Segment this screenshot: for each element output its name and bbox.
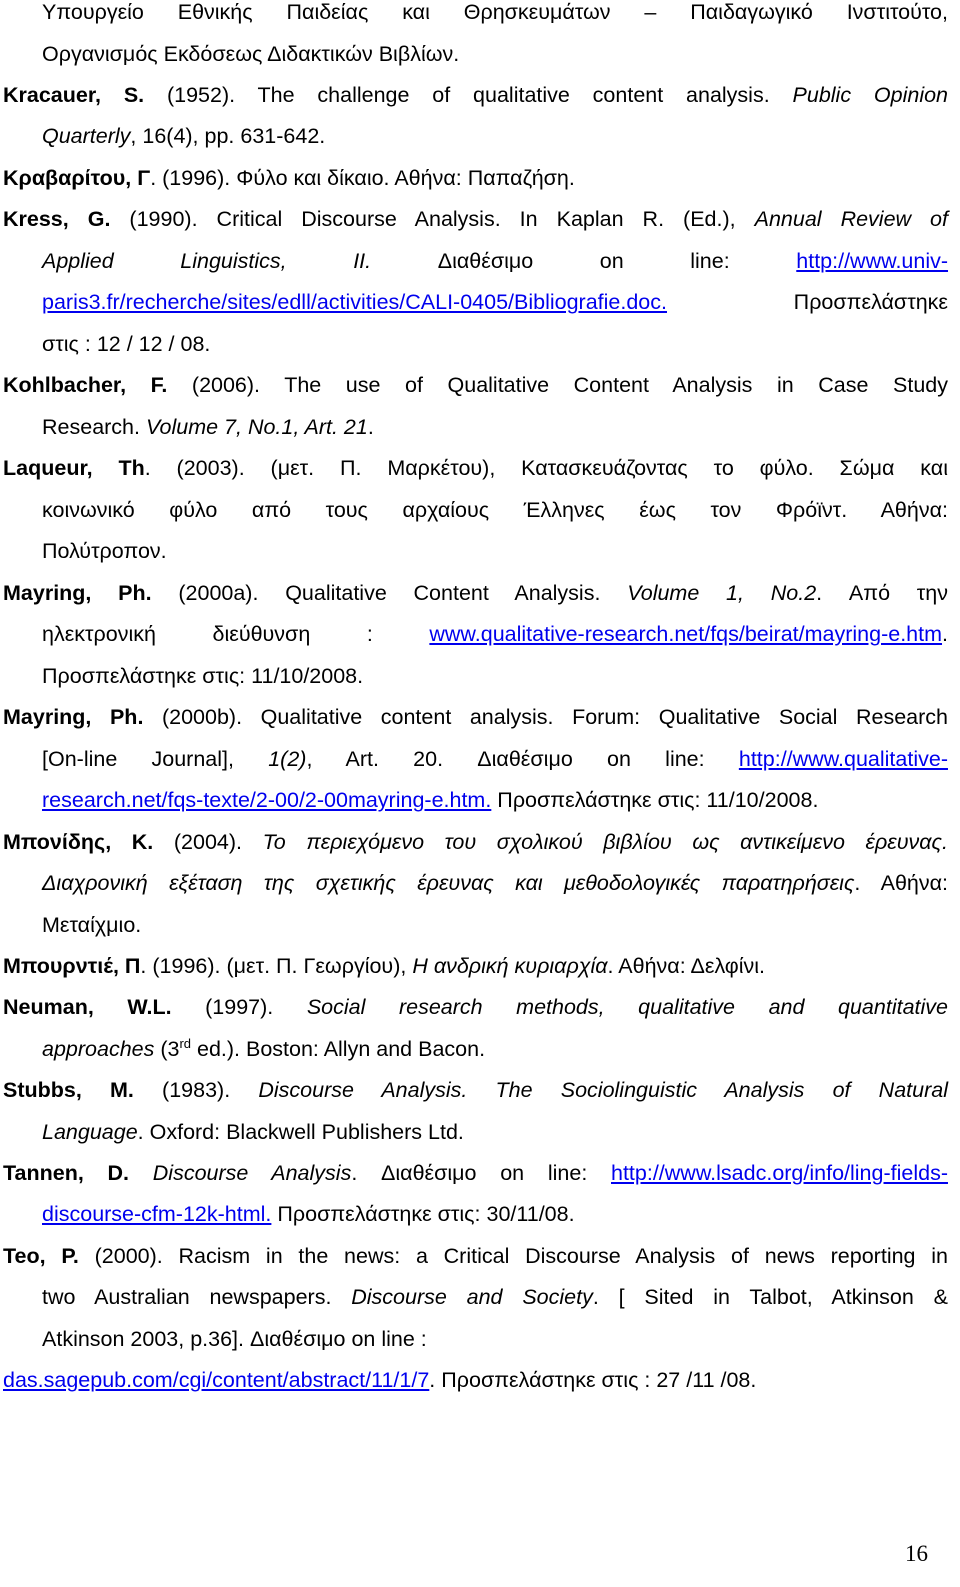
reference-line [3,986,948,1028]
reference-text: Atkinson 2003, p.36]. Διαθέσιμο on line : [42,1327,427,1351]
reference-text: (1952). The challenge of qualitative content analysis. [144,83,793,107]
reference-text: Υπουργείο Εθνικής Παιδείας και Θρησκευμάτων – Παιδαγωγικό Ινστιτούτο, [42,0,948,24]
reference-line [3,1028,948,1070]
author-name: Teo, P. [3,1244,79,1268]
reference-line [3,738,948,780]
reference-line [3,33,948,75]
italic-title: Social research methods, qualitative and quantitative [306,995,948,1019]
reference-link[interactable]: www.qualitative-research.net/fqs/beirat/mayring-e.htm [429,622,943,646]
author-name: Stubbs, M. [3,1078,134,1102]
author-name: Κραβαρίτου, Γ [3,166,151,190]
reference-text: (1997). [171,995,307,1019]
reference-line [3,0,948,33]
reference-text: κοινωνικό φύλο από τους αρχαίους Έλληνες έως τον Φρόϊντ. Αθήνα: [42,498,948,522]
reference-text: Προσπελάστηκε στις: 30/11/08. [271,1202,575,1226]
reference-text: . [367,415,374,439]
author-name: Laqueur, Th [3,456,145,480]
italic-title: Το περιεχόμενο του σχολικού βιβλίου ως αντικείμενο έρευνας. [262,830,948,854]
italic-title: 1(2) [268,747,307,771]
reference-text: στις : 12 / 12 / 08. [42,332,211,356]
reference-text: . [ Sited in Talbot, Atkinson & [592,1285,948,1309]
reference-text: . Oxford: Blackwell Publishers Ltd. [137,1120,464,1144]
reference-text: . Προσπελάστηκε στις : 27 /11 /08. [429,1368,757,1392]
reference-text: . (1996). (μετ. Π. Γεωργίου), [140,954,413,978]
reference-text: two Australian newspapers. [42,1285,352,1309]
reference-text: , Art. 20. Διαθέσιμο on line: [306,747,739,771]
reference-text: Οργανισμός Εκδόσεως Διδακτικών Βιβλίων. [42,42,460,66]
italic-title: Volume 1, No.2 [627,581,817,605]
reference-line [3,904,948,946]
page-number: 16 [905,1541,928,1566]
reference-link[interactable]: http://www.univ- [796,249,949,273]
reference-line [3,364,948,406]
reference-text: . (2003). (μετ. Π. Μαρκέτου), Κατασκευάζοντας το φύλο. Σώμα και [144,456,948,480]
author-name: Μπουρντιέ, Π [3,954,141,978]
reference-line [3,821,948,863]
italic-title: Annual Review of [754,207,948,231]
reference-text: Προσπελάστηκε στις: 11/10/2008. [42,664,364,688]
reference-text: (1990). Critical Discourse Analysis. In Kaplan R. (Ed.), [110,207,755,231]
reference-line [3,696,948,738]
reference-line [3,530,948,572]
author-name: Kress, G. [3,207,111,231]
author-name: Mayring, Ph. [3,705,144,729]
reference-text: Προσπελάστηκε στις: 11/10/2008. [491,788,819,812]
reference-link[interactable]: paris3.fr/recherche/sites/edll/activities/CALI-0405/Bibliografie.doc. [42,290,667,314]
reference-text: Research. [42,415,146,439]
reference-text: , 16(4), pp. 631-642. [130,124,326,148]
reference-text: . Από την [816,581,948,605]
author-name: Mayring, Ph. [3,581,152,605]
reference-text: . Αθήνα: Δελφίνι. [607,954,766,978]
reference-line [3,323,948,365]
reference-text: . (1996). Φύλο και δίκαιο. Αθήνα: Παπαζήση. [150,166,575,190]
reference-text [129,1161,153,1185]
reference-line [3,157,948,199]
italic-title: Volume 7, No.1, Art. 21 [145,415,368,439]
reference-line [3,1276,948,1318]
italic-title: Language [42,1120,138,1144]
reference-line [3,1111,948,1153]
reference-text: . Διαθέσιμο on line: [351,1161,611,1185]
reference-line [3,1235,948,1277]
reference-text: (1983). [133,1078,259,1102]
reference-text: (2006). The use of Qualitative Content Analysis in Case Study [167,373,948,397]
reference-link[interactable]: discourse-cfm-12k-html. [42,1202,272,1226]
reference-link[interactable]: http://www.qualitative- [738,747,948,771]
reference-text: Διαθέσιμο on line: [371,249,797,273]
author-name: Kracauer, S. [3,83,145,107]
reference-text: Μεταίχμιο. [42,913,142,937]
reference-line [3,198,948,240]
reference-text: ηλεκτρονική διεύθυνση : [42,622,430,646]
reference-text: (2004). [153,830,263,854]
reference-line [3,115,948,157]
italic-title: Διαχρονική εξέταση της σχετικής έρευνας και μεθοδολογικές παρατηρήσεις [42,871,855,895]
reference-text: (2000a). Qualitative Content Analysis. [151,581,628,605]
reference-line [3,862,948,904]
reference-line [3,1069,948,1111]
italic-title: Quarterly [42,124,131,148]
italic-title: Applied Linguistics, II. [42,249,372,273]
author-name: Kohlbacher, F. [3,373,168,397]
reference-line [3,281,948,323]
italic-title: Discourse and Society [351,1285,593,1309]
reference-line [3,613,948,655]
reference-line [3,74,948,116]
reference-text: (2000b). Qualitative content analysis. Forum: Qualitative Social Research [143,705,948,729]
reference-line [3,572,948,614]
italic-title: Discourse Analysis. The Sociolinguistic Analysis of Natural [258,1078,948,1102]
reference-line [3,1152,948,1194]
reference-line [3,655,948,697]
author-name: Neuman, W.L. [3,995,172,1019]
reference-text: [On-line Journal], [42,747,269,771]
italic-title: Public Opinion [792,83,949,107]
reference-line [3,447,948,489]
reference-text: Πολύτροπον. [42,539,167,563]
reference-line [3,1193,948,1235]
reference-text: . Αθήνα: [854,871,949,895]
reference-text: (3 [154,1037,180,1061]
reference-text: . [942,622,948,646]
reference-line [3,945,948,987]
reference-text: Προσπελάστηκε [667,290,948,314]
reference-link[interactable]: das.sagepub.com/cgi/content/abstract/11/1/7 [3,1368,430,1392]
italic-title: Discourse Analysis [152,1161,352,1185]
reference-line [3,1318,948,1360]
reference-link[interactable]: http://www.lsadc.org/info/ling-fields- [611,1161,948,1185]
reference-line [3,489,948,531]
reference-text: ed.). Boston: Allyn and Bacon. [191,1037,486,1061]
italic-title: Η ανδρική κυριαρχία [412,954,608,978]
reference-link[interactable]: research.net/fqs-texte/2-00/2-00mayring-e.htm. [42,788,492,812]
reference-line [3,406,948,448]
reference-line [3,779,948,821]
reference-text: (2000). Racism in the news: a Critical Discourse Analysis of news reporting in [78,1244,948,1268]
superscript: rd [179,1036,192,1051]
reference-line [3,1359,948,1401]
italic-title: approaches [42,1037,155,1061]
author-name: Tannen, D. [3,1161,130,1185]
author-name: Μπονίδης, Κ. [3,830,154,854]
reference-line [3,240,948,282]
